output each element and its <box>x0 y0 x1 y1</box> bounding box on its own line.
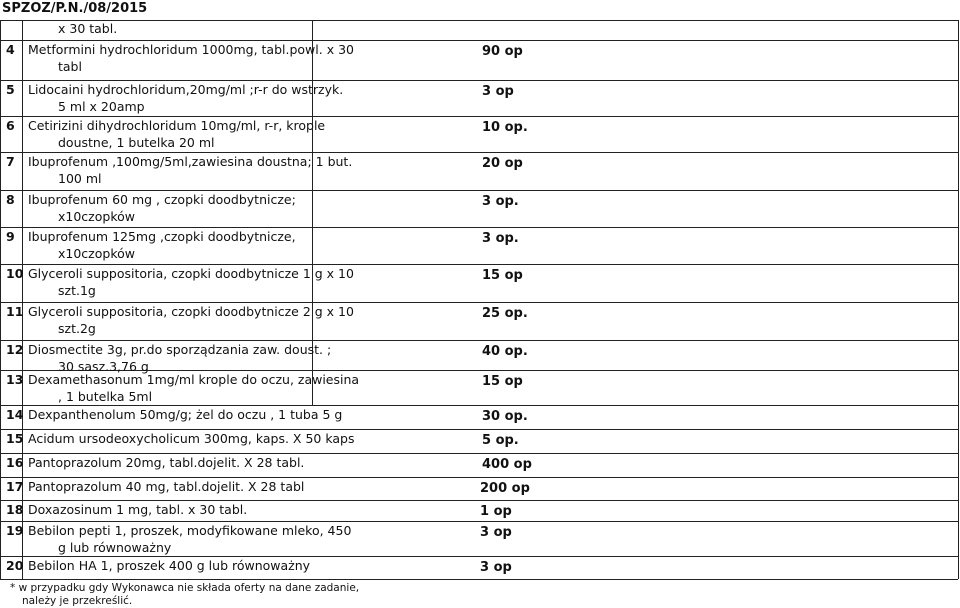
row-number: 17 <box>6 479 24 494</box>
item-description: Ibuprofenum ,100mg/5ml,zawiesina doustna; 1 but. <box>28 154 353 169</box>
row-number: 14 <box>6 407 24 422</box>
item-quantity: 3 op <box>480 525 512 540</box>
row-number: 4 <box>6 42 15 57</box>
document-id: SPZOZ/P.N./08/2015 <box>2 1 148 16</box>
item-description: Ibuprofenum 60 mg , czopki doodbytnicze; <box>28 192 296 207</box>
item-description: Bebilon pepti 1, proszek, modyfikowane mleko, 450 <box>28 523 352 538</box>
grid-line <box>0 20 1 579</box>
row-number: 15 <box>6 431 24 446</box>
item-quantity: 3 op. <box>482 231 519 246</box>
item-quantity: 90 op <box>482 44 523 59</box>
item-quantity: 15 op <box>482 268 523 283</box>
item-description-cont: , 1 butelka 5ml <box>58 389 153 404</box>
item-description-cont: tabl <box>58 59 82 74</box>
item-quantity: 10 op. <box>482 120 528 135</box>
item-description: Cetirizini dihydrochloridum 10mg/ml, r-r, krople <box>28 118 326 133</box>
item-description-cont: x10czopków <box>58 246 135 261</box>
row-number: 7 <box>6 154 15 169</box>
item-description-cont: szt.2g <box>58 321 96 336</box>
item-quantity: 400 op <box>482 457 532 472</box>
item-description: Glyceroli suppositoria, czopki doodbytnicze 1 g x 10 <box>28 266 354 281</box>
row-number: 18 <box>6 502 24 517</box>
row-number: 19 <box>6 523 24 538</box>
item-quantity: 30 op. <box>482 409 528 424</box>
item-quantity: 3 op <box>480 560 512 575</box>
row-number: 6 <box>6 118 15 133</box>
item-description: Diosmectite 3g, pr.do sporządzania zaw. doust. ; <box>28 342 332 357</box>
footnote-line-2: należy je przekreślić. <box>22 595 133 607</box>
item-quantity: 1 op <box>480 504 512 519</box>
item-quantity: 5 op. <box>482 433 519 448</box>
item-description-cont: 30 sasz.3,76 g <box>58 359 149 374</box>
item-description: Doxazosinum 1 mg, tabl. x 30 tabl. <box>28 502 248 517</box>
row-number: 5 <box>6 82 15 97</box>
item-description: Acidum ursodeoxycholicum 300mg, kaps. X 50 kaps <box>28 431 355 446</box>
item-quantity: 20 op <box>482 156 523 171</box>
row-number: 8 <box>6 192 15 207</box>
item-description: Metformini hydrochloridum 1000mg, tabl.powl. x 30 <box>28 42 354 57</box>
item-quantity: 40 op. <box>482 344 528 359</box>
item-description: Pantoprazolum 40 mg, tabl.dojelit. X 28 tabl <box>28 479 305 494</box>
item-description: Ibuprofenum 125mg ,czopki doodbytnicze, <box>28 229 296 244</box>
footnote <box>10 582 359 608</box>
item-description-cont: 5 ml x 20amp <box>58 99 145 114</box>
item-description: Pantoprazolum 20mg, tabl.dojelit. X 28 tabl. <box>28 455 305 470</box>
row-number: 13 <box>6 372 24 387</box>
row-number: 9 <box>6 229 15 244</box>
carry-over-text: x 30 tabl. <box>58 21 118 36</box>
item-quantity: 200 op <box>480 481 530 496</box>
item-quantity: 3 op. <box>482 194 519 209</box>
row-number: 11 <box>6 304 24 319</box>
row-number: 12 <box>6 342 24 357</box>
item-description: Bebilon HA 1, proszek 400 g lub równoważny <box>28 558 311 573</box>
grid-line <box>958 20 959 579</box>
row-number: 20 <box>6 558 24 573</box>
grid-line <box>0 20 958 21</box>
item-quantity: 25 op. <box>482 306 528 321</box>
grid-line <box>0 579 958 580</box>
footnote-line-1: * w przypadku gdy Wykonawca nie składa oferty na dane zadanie, <box>10 582 360 594</box>
item-description-cont: x10czopków <box>58 209 135 224</box>
item-quantity: 15 op <box>482 374 523 389</box>
item-description: Dexpanthenolum 50mg/g; żel do oczu , 1 tuba 5 g <box>28 407 343 422</box>
item-description-cont: g lub równoważny <box>58 540 172 555</box>
item-description: Dexamethasonum 1mg/ml krople do oczu, zawiesina <box>28 372 360 387</box>
item-description-cont: doustne, 1 butelka 20 ml <box>58 135 215 150</box>
row-number: 10 <box>6 266 24 281</box>
item-description-cont: szt.1g <box>58 283 96 298</box>
item-description: Lidocaini hydrochloridum,20mg/ml ;r-r do wstrzyk. <box>28 82 344 97</box>
item-quantity: 3 op <box>482 84 514 99</box>
item-description-cont: 100 ml <box>58 171 102 186</box>
item-description: Glyceroli suppositoria, czopki doodbytnicze 2 g x 10 <box>28 304 354 319</box>
row-number: 16 <box>6 455 24 470</box>
